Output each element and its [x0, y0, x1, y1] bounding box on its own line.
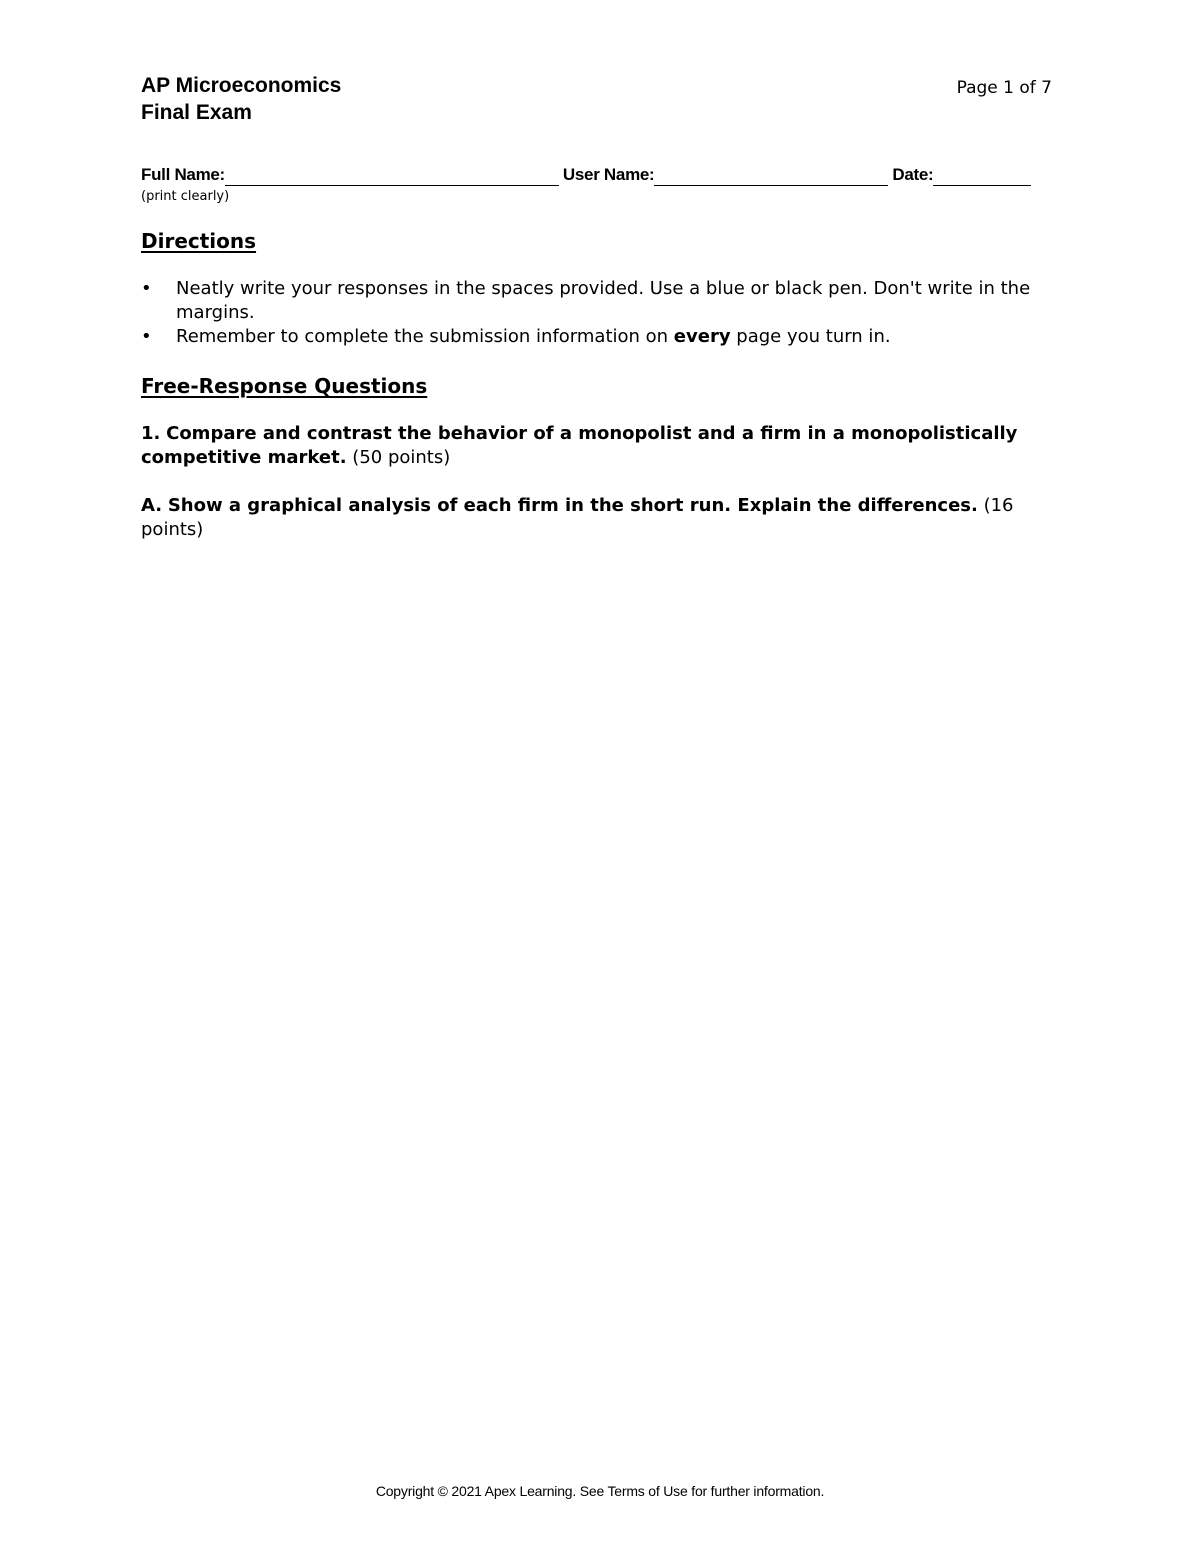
question-number: 1.	[141, 423, 161, 444]
direction-emphasis: every	[673, 326, 731, 347]
question-points: (50 points)	[352, 447, 451, 468]
user-name-label: User Name:	[562, 165, 655, 184]
document-header	[141, 72, 341, 126]
direction-text: Remember to complete the submission information on	[176, 326, 674, 347]
question-points: (16 points)	[141, 495, 1014, 540]
page-indicator: Page 1 of 7	[956, 78, 1052, 98]
print-clearly-note: (print clearly)	[141, 189, 230, 204]
exam-title: Final Exam	[141, 101, 252, 124]
course-title: AP Microeconomics	[141, 74, 342, 97]
directions-heading: Directions	[141, 229, 257, 253]
bullet-icon: •	[141, 278, 152, 299]
question-1	[141, 422, 1061, 470]
copyright-footer: Copyright © 2021 Apex Learning. See Terms of Use for further information.	[375, 1483, 825, 1499]
free-response-heading: Free-Response Questions	[141, 374, 428, 398]
direction-text-end: page you turn in.	[730, 326, 891, 347]
question-text: Compare and contrast the behavior of a monopolist and a firm in a monopolistically competitive market.	[141, 423, 1018, 468]
bullet-icon: •	[141, 326, 152, 347]
user-name-field[interactable]	[654, 167, 888, 186]
question-number: A.	[141, 495, 163, 516]
list-item	[141, 277, 1056, 325]
date-label: Date:	[892, 165, 934, 184]
full-name-label: Full Name:	[141, 165, 225, 184]
directions-list	[141, 277, 1056, 349]
direction-text: Neatly write your responses in the spaces provided. Use a blue or black pen. Don't write in the margins.	[176, 278, 1031, 323]
question-text: Show a graphical analysis of each firm in the short run. Explain the differences.	[167, 495, 978, 516]
date-field[interactable]	[933, 167, 1031, 186]
list-item	[141, 325, 1056, 349]
full-name-field[interactable]	[225, 167, 559, 186]
question-1a	[141, 494, 1061, 542]
submission-fields	[141, 164, 1056, 186]
